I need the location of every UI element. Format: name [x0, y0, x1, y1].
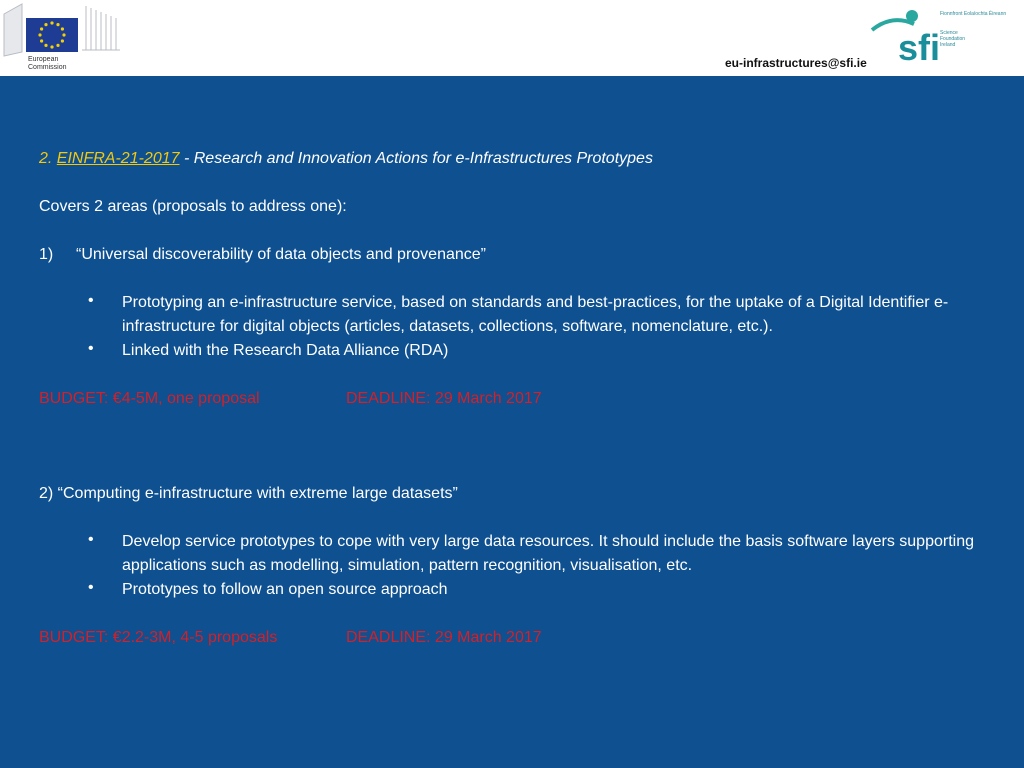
area1-deadline: DEADLINE: 29 March 2017	[346, 390, 542, 407]
contact-email[interactable]: eu-infrastructures@sfi.ie	[725, 56, 867, 70]
bullet-icon: •	[88, 340, 94, 357]
area2-budget: BUDGET: €2.2-3M, 4-5 proposals	[39, 629, 278, 646]
area1-bullet-1: Prototyping an e-infrastructure service, based on standards and best-practices, for the uptake of a Digital Identifier e-infrastructure for digital objects (articles, datasets, collections, software, nomenclature, etc.).	[122, 294, 949, 335]
area2-bullet-1: Develop service prototypes to cope with very large data resources. It should include the basis software layers supporting applications such as modelling, simulation, pattern recognition, visualisation, etc.	[122, 533, 974, 574]
title-text: - Research and Innovation Actions for e-Infrastructures Prototypes	[183, 150, 653, 167]
sfi-tagline: Science Foundation Ireland	[940, 30, 966, 48]
bullet-icon: •	[88, 292, 94, 309]
sfi-tagline-top: Fionnfront Eolaíochta Éireann	[940, 11, 1007, 17]
area1-heading: “Universal discoverability of data objects and provenance”	[76, 246, 486, 263]
area2-deadline: DEADLINE: 29 March 2017	[346, 629, 542, 646]
ec-name: European Commission	[28, 56, 67, 71]
slide-content	[0, 76, 1024, 768]
section-title	[39, 147, 653, 171]
sfi-letters: sfi	[898, 27, 941, 66]
bullet-icon: •	[88, 579, 94, 596]
area2-bullet-2: Prototypes to follow an open source approach	[122, 581, 448, 598]
call-code-link[interactable]: EINFRA-21-2017	[56, 150, 180, 167]
area1-number: 1)	[39, 246, 54, 263]
title-number: 2.	[39, 150, 53, 167]
area1-bullet-2: Linked with the Research Data Alliance (RDA)	[122, 342, 449, 359]
intro-text: Covers 2 areas (proposals to address one):	[39, 198, 347, 215]
bullet-icon: •	[88, 531, 94, 548]
header-bar	[0, 0, 1024, 76]
area2-heading: 2) “Computing e-infrastructure with extreme large datasets”	[39, 485, 458, 502]
area1-budget: BUDGET: €4-5M, one proposal	[39, 390, 260, 407]
